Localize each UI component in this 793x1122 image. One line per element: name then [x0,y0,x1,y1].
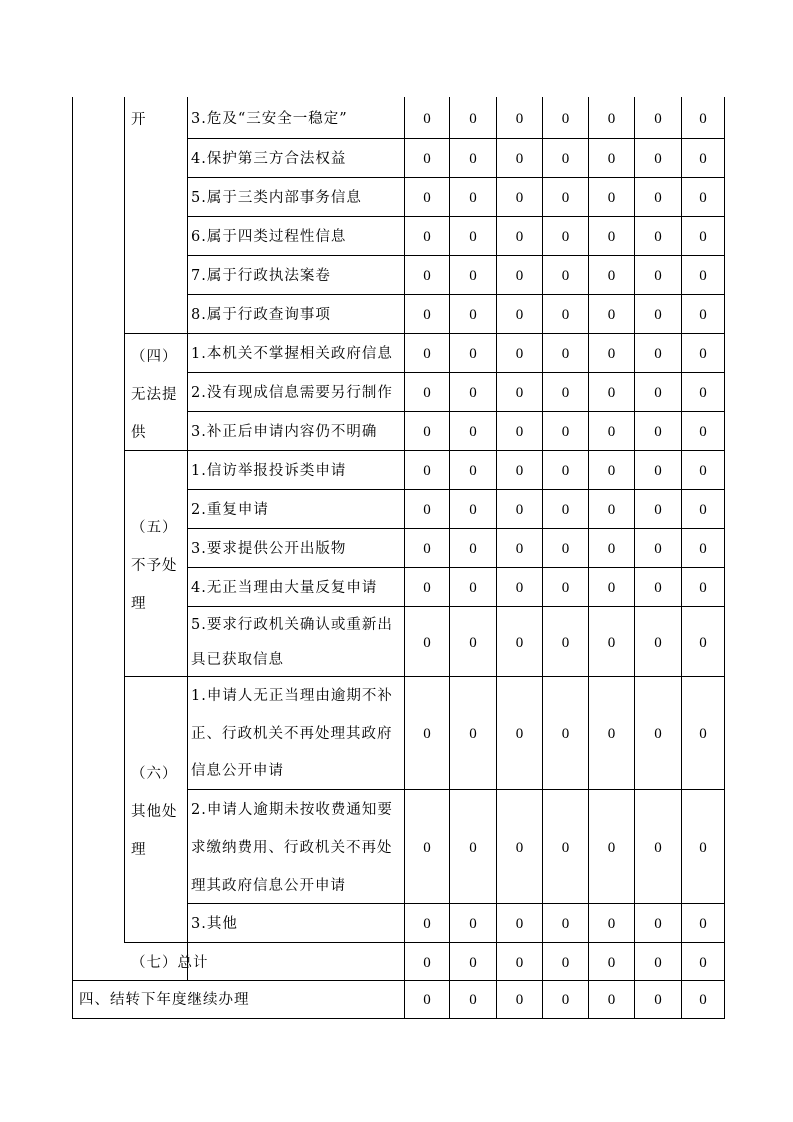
value-cell: 0 [654,502,662,518]
value-cell: 0 [423,424,431,440]
value-cell: 0 [515,635,524,651]
value-cell: 0 [699,916,707,932]
value-cell: 0 [423,541,431,557]
group-label-g4: 无法提 [131,386,178,403]
value-cell: 0 [561,151,570,167]
value-cell: 0 [469,190,477,206]
total-value-cell: 0 [423,955,431,971]
value-cell: 0 [469,916,477,932]
row-label: 理其政府信息公开申请 [191,878,346,894]
value-cell: 0 [699,385,707,401]
value-cell: 0 [515,424,524,440]
value-cell: 0 [515,268,524,284]
carry-value-cell: 0 [654,992,662,1008]
value-cell: 0 [515,541,524,557]
value-cell: 0 [515,151,524,167]
value-cell: 0 [654,307,662,323]
group-label-g4: （四） [131,348,178,365]
row-label: 3.其他 [191,916,238,932]
value-cell: 0 [423,635,431,651]
group-label-g3: 开 [131,112,147,128]
value-cell: 0 [699,229,707,245]
value-cell: 0 [469,229,477,245]
row-label: 3.补正后申请内容仍不明确 [191,424,378,440]
value-cell: 0 [561,424,570,440]
total-value-cell: 0 [607,955,616,971]
value-cell: 0 [515,463,524,479]
value-cell: 0 [469,268,477,284]
value-cell: 0 [654,385,662,401]
table-left-border [72,97,73,1019]
carry-value-cell: 0 [699,992,707,1008]
value-cell: 0 [423,580,431,596]
group-label-g6: （六） [131,766,178,782]
value-cell: 0 [423,840,431,856]
value-cell: 0 [654,151,662,167]
value-cell: 0 [654,580,662,596]
value-cell: 0 [469,635,477,651]
row-label: 1.申请人无正当理由逾期不补 [191,688,393,704]
row-label: 7.属于行政执法案卷 [191,268,331,284]
value-cell: 0 [699,502,707,518]
value-cell: 0 [561,502,570,518]
value-cell: 0 [699,463,707,479]
value-cell: 0 [561,229,570,245]
value-cell: 0 [699,190,707,206]
row-label: 3.危及“三安全一稳定” [191,111,348,127]
value-cell: 0 [423,385,431,401]
row-label: 4.无正当理由大量反复申请 [191,580,378,596]
carry-over-row-label: 四、结转下年度继续办理 [79,992,250,1008]
value-cell: 0 [515,307,524,323]
value-cell: 0 [561,111,570,127]
value-cell: 0 [561,541,570,557]
value-cell: 0 [423,151,431,167]
value-cell: 0 [423,346,431,362]
value-cell: 0 [469,346,477,362]
value-cell: 0 [469,502,477,518]
group-label-g5: 理 [131,596,147,612]
value-column-divider [724,97,725,1019]
group-label-g6: 其他处 [131,804,178,820]
value-cell: 0 [561,346,570,362]
row-label: 正、行政机关不再处理其政府 [191,725,393,742]
value-cell: 0 [654,229,662,245]
value-cell: 0 [699,840,707,856]
value-cell: 0 [654,541,662,557]
row-label: 6.属于四类过程性信息 [191,229,347,245]
value-cell: 0 [423,502,431,518]
row-label: 1.信访举报投诉类申请 [191,463,347,479]
value-cell: 0 [423,916,431,932]
value-cell: 0 [699,111,707,127]
row-label: 2.申请人逾期未按收费通知要 [191,802,393,818]
row-label: 2.重复申请 [191,502,269,518]
value-cell: 0 [699,580,707,596]
total-value-cell: 0 [561,955,570,971]
value-cell: 0 [607,307,616,323]
value-cell: 0 [699,346,707,362]
value-cell: 0 [515,346,524,362]
value-cell: 0 [607,385,616,401]
row-label: 具已获取信息 [191,652,284,668]
total-value-cell: 0 [654,955,662,971]
group-label-g5: （五） [131,520,178,536]
row-label: 4.保护第三方合法权益 [191,151,347,167]
value-cell: 0 [515,111,524,127]
value-cell: 0 [654,463,662,479]
value-cell: 0 [699,424,707,440]
value-cell: 0 [607,840,616,856]
value-cell: 0 [423,111,431,127]
value-cell: 0 [607,541,616,557]
value-cell: 0 [515,916,524,932]
value-cell: 0 [423,726,431,742]
value-cell: 0 [607,580,616,596]
value-cell: 0 [607,502,616,518]
row-label: 信息公开申请 [191,763,284,780]
value-cell: 0 [607,229,616,245]
total-row-label: （七）总计 [131,955,209,971]
row-label: 5.属于三类内部事务信息 [191,190,362,206]
value-cell: 0 [515,726,524,742]
value-cell: 0 [469,385,477,401]
value-cell: 0 [515,229,524,245]
value-cell: 0 [423,190,431,206]
value-cell: 0 [515,385,524,401]
value-cell: 0 [469,111,477,127]
value-cell: 0 [699,307,707,323]
value-cell: 0 [654,635,662,651]
value-cell: 0 [607,726,616,742]
row-label: 3.要求提供公开出版物 [191,541,347,557]
value-cell: 0 [561,635,570,651]
value-cell: 0 [699,726,707,742]
value-cell: 0 [607,463,616,479]
value-cell: 0 [423,268,431,284]
carry-value-cell: 0 [423,992,431,1008]
total-value-cell: 0 [469,955,477,971]
value-cell: 0 [607,916,616,932]
value-cell: 0 [654,268,662,284]
value-cell: 0 [561,726,570,742]
value-cell: 0 [469,580,477,596]
row-label: 2.没有现成信息需要另行制作 [191,385,393,401]
value-cell: 0 [561,916,570,932]
row-label: 1.本机关不掌握相关政府信息 [191,346,393,362]
value-cell: 0 [607,151,616,167]
value-cell: 0 [515,580,524,596]
value-cell: 0 [561,307,570,323]
value-cell: 0 [561,840,570,856]
value-cell: 0 [654,726,662,742]
value-cell: 0 [515,840,524,856]
value-cell: 0 [607,424,616,440]
value-cell: 0 [469,424,477,440]
value-cell: 0 [654,424,662,440]
carry-value-cell: 0 [469,992,477,1008]
value-cell: 0 [423,307,431,323]
value-cell: 0 [654,916,662,932]
value-cell: 0 [607,346,616,362]
value-cell: 0 [561,463,570,479]
carry-value-cell: 0 [515,992,524,1008]
total-value-cell: 0 [515,955,524,971]
row-label: 8.属于行政查询事项 [191,307,331,323]
value-cell: 0 [469,840,477,856]
group-label-g5: 不予处 [131,558,178,574]
value-cell: 0 [654,111,662,127]
value-cell: 0 [699,635,707,651]
carry-value-cell: 0 [607,992,616,1008]
value-cell: 0 [699,268,707,284]
value-cell: 0 [423,229,431,245]
value-cell: 0 [654,346,662,362]
value-cell: 0 [607,635,616,651]
value-cell: 0 [469,541,477,557]
value-cell: 0 [561,580,570,596]
value-cell: 0 [515,502,524,518]
value-cell: 0 [423,463,431,479]
value-cell: 0 [699,151,707,167]
value-cell: 0 [469,463,477,479]
carry-value-cell: 0 [561,992,570,1008]
value-cell: 0 [607,268,616,284]
value-cell: 0 [561,268,570,284]
value-cell: 0 [654,190,662,206]
total-value-cell: 0 [699,955,707,971]
value-cell: 0 [699,541,707,557]
value-cell: 0 [561,385,570,401]
row-label: 5.要求行政机关确认或重新出 [191,617,393,633]
value-cell: 0 [469,151,477,167]
value-cell: 0 [607,111,616,127]
group-label-g6: 理 [131,842,147,858]
value-cell: 0 [561,190,570,206]
value-cell: 0 [469,726,477,742]
row-label: 求缴纳费用、行政机关不再处 [191,840,393,856]
group-label-g4: 供 [131,424,147,441]
value-cell: 0 [654,840,662,856]
value-cell: 0 [607,190,616,206]
value-cell: 0 [515,190,524,206]
value-cell: 0 [469,307,477,323]
